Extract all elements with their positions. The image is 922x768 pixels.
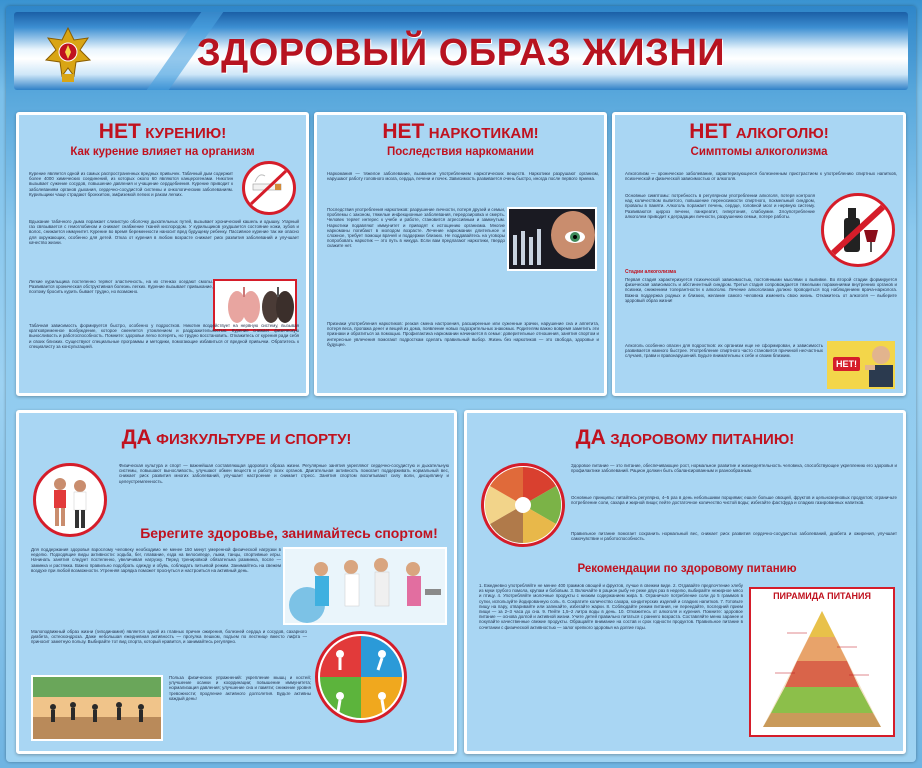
body-text: Польза физических упражнений: укрепление мышц и костей; улучшение осанки и координации; повышение иммунитета; нормализация давления; улучшение сна и памяти; снижение уровня тревожности; продление активного долголетия. Будьте активны каждый день! xyxy=(169,675,311,701)
no-sign-image xyxy=(827,341,895,389)
body-text: Вдыхание табачного дыма поражает слизистую оболочку дыхательных путей, вызывает хронический кашель и одышку. Угарный газ связывается с гемоглобином и снижает снабжение тканей кислородом. У курильщиков ухудшается состояние кожи, зубов и волос, снижается иммунитет. Курение во время беременности наносит вред будущему ребенку. Пассивное курение так же опасно для окружающих, особенно для детей. Отказ от курения в любом возрасте снижает риск развития заболеваний и улучшает качество жизни. xyxy=(29,219,299,245)
slogan: Берегите здоровье, занимайтесь спортом! xyxy=(140,525,438,541)
body-text: Здоровое питание — это питание, обеспечивающее рост, нормальное развитие и жизнедеятельность человека, способствующее укреплению его здоровья и профилактике заболеваний. Рацион должен быть сбалансированным и разнообразным. xyxy=(571,463,897,474)
panel-nutrition xyxy=(464,410,906,754)
heading-no: НЕТ xyxy=(98,120,141,143)
body-text: Табачная зависимость формируется быстро, особенно у подростков. Никотин воздействует на нервную систему, вызывая кратковременное возбуждение, которое сменяется утомлением и раздражительностью. Курение снижает физическую выносливость и работоспособность. Помните: здоровье легко потерять, но трудно восстановить. Откажитесь от курения ради себя и своих близких. Существуют специальные программы и методики, помогающие избавиться от вредной привычки. Обратитесь к специалисту за консультацией. xyxy=(29,323,299,349)
heading-topic: НАРКОТИКАМ! xyxy=(428,125,539,142)
no-sign-label: НЕТ! xyxy=(833,357,860,371)
drugs-image xyxy=(507,207,597,271)
body-text: Последствия употребления наркотиков: разрушение личности, потеря друзей и семьи, проблемы с законом, тяжелые инфекционные заболевания, передозировка и смерть. Человек теряет интерес к учебе и работе, становится агрессивным и замкнутым. Наркотики подавляют иммунитет и приводят к истощению организма. Многие наркоманы погибают в молодом возрасте. Лечение наркомании длительное и сложное, требует помощи врачей и поддержки близких. Не поддавайтесь на уговоры попробовать наркотик — это путь в никуда. Если вам предлагают наркотики, твердо скажите нет. xyxy=(327,207,505,249)
body-text: Первая стадия характеризуется психической зависимостью, постоянными мыслями о выпивке. Во второй стадии формируется физическая зависимость и абстинентный синдром. Третья стадия сопровождается тяжелыми поражениями внутренних органов и психики, снижением толерантности к алкоголю. Лечение алкоголизма должно проводиться под наблюдением врача-нарколога. Важна поддержка родных и близких, желание самого человека изменить свою жизнь. Откажитесь от алкоголя — выберите здоровый образ жизни! xyxy=(625,277,897,303)
body-text: Признаки употребления наркотиков: резкая смена настроения, расширенные или суженные зрачки, нарушение сна и аппетита, потеря веса, пропажа денег и вещей из дома, появление новых подозрительных знакомых. Родителям важно вовремя заметить эти признаки и обратиться за помощью. Профилактика наркомании начинается в семье: доверительные отношения, занятия спортом и интересные увлечения помогают подросткам сделать правильный выбор. Жизнь без наркотиков — это свобода, здоровье и будущее. xyxy=(327,321,599,347)
recommendations-heading: Рекомендации по здоровому питанию xyxy=(577,563,797,575)
panel-heading xyxy=(317,121,604,142)
panel-heading xyxy=(467,427,903,448)
panel-heading xyxy=(615,121,903,142)
no-alcohol-sign xyxy=(821,193,895,267)
panel-sport xyxy=(16,410,457,754)
heading-topic: ФИЗКУЛЬТУРЕ И СПОРТУ! xyxy=(156,431,352,448)
heading-topic: АЛКОГОЛЮ! xyxy=(735,125,829,142)
panel-subtitle: Как курение влияет на организм xyxy=(70,146,255,158)
marathon-image xyxy=(31,675,163,741)
food-pyramid-image xyxy=(749,587,895,737)
body-text: Наркомания — тяжелое заболевание, вызванное употреблением наркотических веществ. Наркотики разрушают организм, нарушают работу головного мозга, сердца, печени и почек. Зависимость развивается очень быстро, иногда после первого приема. xyxy=(327,171,599,182)
panel-smoking xyxy=(16,112,309,396)
panel-heading xyxy=(19,427,454,448)
body-text: 1. Ежедневно употребляйте не менее 400 граммов овощей и фруктов, лучше в свежем виде. 2. Отдавайте предпочтение хлебу из муки грубого помола, крупам и бобовым. 3. Включайте в рацион рыбу не реже двух раз в неделю, выбирайте нежирное мясо и птицу. 4. Употребляйте молочные продукты с низким содержанием жира. 5. Ограничьте потребление соли до 5 граммов в сутки, используйте йодированную соль. 6. Сократите количество сахара, кондитерских изделий и сладких напитков. 7. Готовьте пищу на пару, отваривайте или запекайте, избегайте жарки. 8. Соблюдайте режим питания, не переедайте, последний прием пищи — за 2–3 часа до сна. 9. Пейте 1,5–2 литра воды в день. 10. Откажитесь от алкоголя и курения. Помните: здоровое питание — основа долгой и активной жизни. Учите детей правильно питаться с раннего возраста. Составляйте меню заранее и покупайте качественные свежие продукты. Обращайте внимание на состав и срок годности продуктов. Правильное питание в сочетании с физической активностью — залог крепкого здоровья на долгие годы. xyxy=(479,583,743,630)
body-text: Алкоголь особенно опасен для подростков: их организм еще не сформирован, и зависимость развивается намного быстрее. Употребление спиртного часто становится причиной несчастных случаев, травм и правонарушений. Будьте внимательны к себе и своим близким. xyxy=(625,343,823,359)
heading-topic: ЗДОРОВОМУ ПИТАНИЮ! xyxy=(610,431,795,448)
heading-yes: ДА xyxy=(575,426,606,449)
heading-topic: КУРЕНИЮ! xyxy=(145,125,227,142)
section-heading: Стадии алкоголизма xyxy=(625,269,676,275)
body-text: Для поддержания здоровья взрослому человеку необходимо не менее 150 минут умеренной физической нагрузки в неделю. Подходящие виды активности: ходьба, бег, плавание, езда на велосипеде, лыжи, танцы, спортивные игры. Начинать занятия следует постепенно, увеличивая нагрузку. Перед тренировкой обязательна разминка, после — заминка и растяжка. Важно правильно подобрать одежду и обувь, соблюдать питьевой режим. Занимайтесь на свежем воздухе при любой возможности. Утренняя зарядка поможет проснуться и настроиться на активный день. xyxy=(31,547,281,573)
body-text: Курение является одной из самых распространенных вредных привычек. Табачный дым содержит более 4000 химических соединений, из которых около 60 являются канцерогенами. Никотин вызывает сужение сосудов, повышение давления и учащение сердцебиения. Курение приводит к заболеваниям органов дыхания, сердечно-сосудистой системы и онкологическим заболеваниям. Курильщики чаще страдают бронхитом, эмфиземой легких и раком легких. xyxy=(29,171,233,197)
body-text: Основные принципы: питайтесь регулярно, 4–5 раз в день небольшими порциями; ешьте больше овощей, фруктов и цельнозерновых продуктов; ограничьте потребление соли, сахара и жирной пищи; пейте достаточное количество чистой воды; избегайте фастфуда и сладких газированных напитков. xyxy=(571,495,897,506)
panel-subtitle: Последствия наркомании xyxy=(387,146,534,158)
panel-subtitle: Симптомы алкоголизма xyxy=(690,146,828,158)
cigarette-image xyxy=(242,161,296,215)
panel-heading xyxy=(19,121,306,142)
pyramid-title: ПИРАМИДА ПИТАНИЯ xyxy=(773,591,871,601)
body-text: Алкоголизм — хроническое заболевание, характеризующееся болезненным пристрастием к употреблению спиртных напитков, психической и физической зависимостью от алкоголя. xyxy=(625,171,897,182)
body-text: Физическая культура и спорт — важнейшая составляющая здорового образа жизни. Регулярные занятия укрепляют сердечно-сосудистую и дыхательную системы, повышают выносливость, улучшают обмен веществ и работу всех органов. Двигательная активность помогает поддерживать нормальный вес, снижает риск развития многих заболеваний, улучшает настроение и снимает стресс. Занятия спортом воспитывают силу воли, дисциплину и целеустремленность. xyxy=(119,463,449,484)
page-title: ЗДОРОВЫЙ ОБРАЗ ЖИЗНИ xyxy=(196,32,726,74)
body-text: Малоподвижный образ жизни (гиподинамия) является одной из главных причин ожирения, болезней сердца и сосудов, сахарного диабета, остеохондроза. Даже небольшая ежедневная активность — прогулка пешком, подъем по лестнице вместо лифта — приносит заметную пользу. Выбирайте тот вид спорта, который нравится, и занимайтесь регулярно. xyxy=(31,629,307,645)
fitness-group-image xyxy=(283,547,447,625)
runners-image xyxy=(33,463,107,537)
heading-yes: ДА xyxy=(121,426,152,449)
body-text: Правильное питание помогает сохранить нормальный вес, снижает риск развития сердечно-сосудистых заболеваний, диабета и ожирения, улучшает самочувствие и работоспособность. xyxy=(571,531,897,542)
panel-alcohol xyxy=(612,112,906,396)
heading-no: НЕТ xyxy=(382,120,425,143)
sport-icons-image xyxy=(315,631,407,723)
body-text: Легкие курильщика постепенно теряют эластичность, на их стенках оседают смолы. Развивается хроническая обструктивная болезнь легких. Курение вызывает привыкание, поэтому бросить курить бывает трудно, но возможно. xyxy=(29,279,213,295)
heading-no: НЕТ xyxy=(689,120,732,143)
body-text: Основные симптомы: потребность в регулярном употреблении алкоголя, потеря контроля над количеством выпитого, повышение переносимости спиртного, похмельный синдром, провалы в памяти. Алкоголь поражает печень, сердце, головной мозг и нервную систему. Развиваются цирроз печени, панкреатит, гипертония, слабоумие. Злоупотребление алкоголем приводит к деградации личности, разрушению семьи, потере работы. xyxy=(625,193,815,219)
food-plate-image xyxy=(481,463,565,547)
panel-drugs xyxy=(314,112,607,396)
